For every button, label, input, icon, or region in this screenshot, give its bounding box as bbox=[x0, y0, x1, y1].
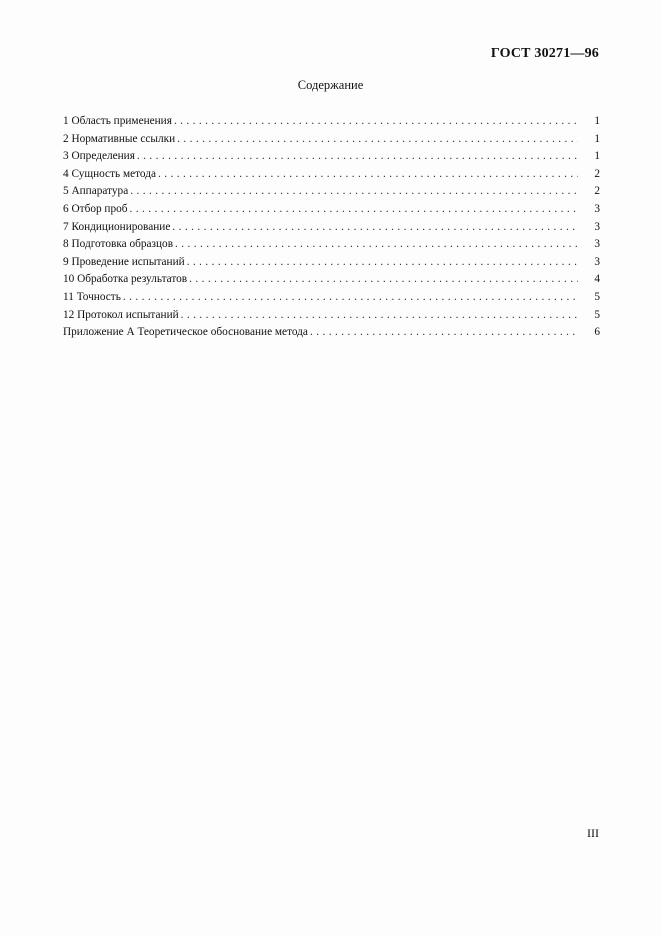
toc-leader-dots bbox=[181, 307, 578, 325]
toc-entry[interactable] bbox=[63, 148, 600, 166]
toc-entry-page: 6 bbox=[594, 326, 600, 339]
toc-entry-label: 8 Подготовка образцов bbox=[63, 238, 174, 251]
toc-leader-dots bbox=[175, 236, 578, 254]
toc-leader-dots bbox=[172, 219, 578, 237]
toc-entry-page: 3 bbox=[594, 238, 600, 251]
toc-leader-dots bbox=[177, 131, 578, 149]
toc-leader-dots bbox=[137, 148, 578, 166]
toc-leader-dots bbox=[130, 183, 578, 201]
toc-entry-label: 1 Область применения bbox=[63, 115, 172, 127]
toc-entry-label: 7 Кондиционирование bbox=[63, 220, 171, 233]
toc-title: Содержание bbox=[297, 78, 364, 92]
toc-entry-page: 2 bbox=[594, 167, 600, 180]
toc-entry[interactable] bbox=[63, 236, 600, 254]
toc-entry-label: 2 Нормативные ссылки bbox=[63, 132, 176, 145]
toc-leader-dots bbox=[174, 113, 578, 131]
page-number: III bbox=[587, 826, 599, 840]
toc-entry-label: 12 Протокол испытаний bbox=[63, 308, 179, 321]
toc-entry-page: 1 bbox=[594, 132, 600, 145]
toc-entry-label: 9 Проведение испытаний bbox=[63, 255, 185, 268]
toc-entry-label: 6 Отбор проб bbox=[63, 202, 128, 215]
document-code: ГОСТ 30271—96 bbox=[490, 46, 599, 61]
toc-leader-dots bbox=[189, 271, 578, 289]
toc-entry-page: 3 bbox=[594, 220, 600, 233]
toc-entry[interactable] bbox=[63, 289, 600, 307]
toc-entry-page: 1 bbox=[594, 150, 600, 163]
toc-entry-page: 3 bbox=[594, 202, 600, 215]
toc-entry-label: 4 Сущность метода bbox=[63, 167, 157, 180]
toc-entry[interactable] bbox=[63, 307, 600, 325]
toc-entry-page: 3 bbox=[594, 255, 600, 268]
toc-entry[interactable] bbox=[63, 183, 600, 201]
toc-entry[interactable] bbox=[63, 254, 600, 272]
toc-leader-dots bbox=[310, 324, 578, 342]
toc-leader-dots bbox=[158, 166, 578, 184]
toc-entry[interactable] bbox=[63, 131, 600, 149]
toc-entry-page: 1 bbox=[594, 115, 600, 127]
toc-entry[interactable] bbox=[63, 113, 600, 131]
toc-leader-dots bbox=[130, 201, 578, 219]
toc-entry-label: Приложение А Теоретическое обоснование метода bbox=[63, 326, 308, 339]
toc-entry-page: 2 bbox=[594, 185, 600, 198]
toc-entry[interactable] bbox=[63, 219, 600, 237]
toc-entry[interactable] bbox=[63, 271, 600, 289]
toc-entry-label: 3 Определения bbox=[63, 150, 135, 163]
toc-entry-page: 4 bbox=[594, 273, 600, 286]
table-of-contents bbox=[63, 113, 600, 342]
toc-entry[interactable] bbox=[63, 166, 600, 184]
toc-entry-label: 10 Обработка результатов bbox=[63, 273, 188, 286]
toc-entry-page: 5 bbox=[594, 308, 600, 321]
toc-entry-label: 11 Точность bbox=[63, 290, 121, 303]
toc-leader-dots bbox=[187, 254, 578, 272]
toc-entry-label: 5 Аппаратура bbox=[63, 185, 129, 198]
toc-entry[interactable] bbox=[63, 201, 600, 219]
toc-entry[interactable] bbox=[63, 324, 600, 342]
toc-leader-dots bbox=[123, 289, 578, 307]
toc-entry-page: 5 bbox=[594, 290, 600, 303]
